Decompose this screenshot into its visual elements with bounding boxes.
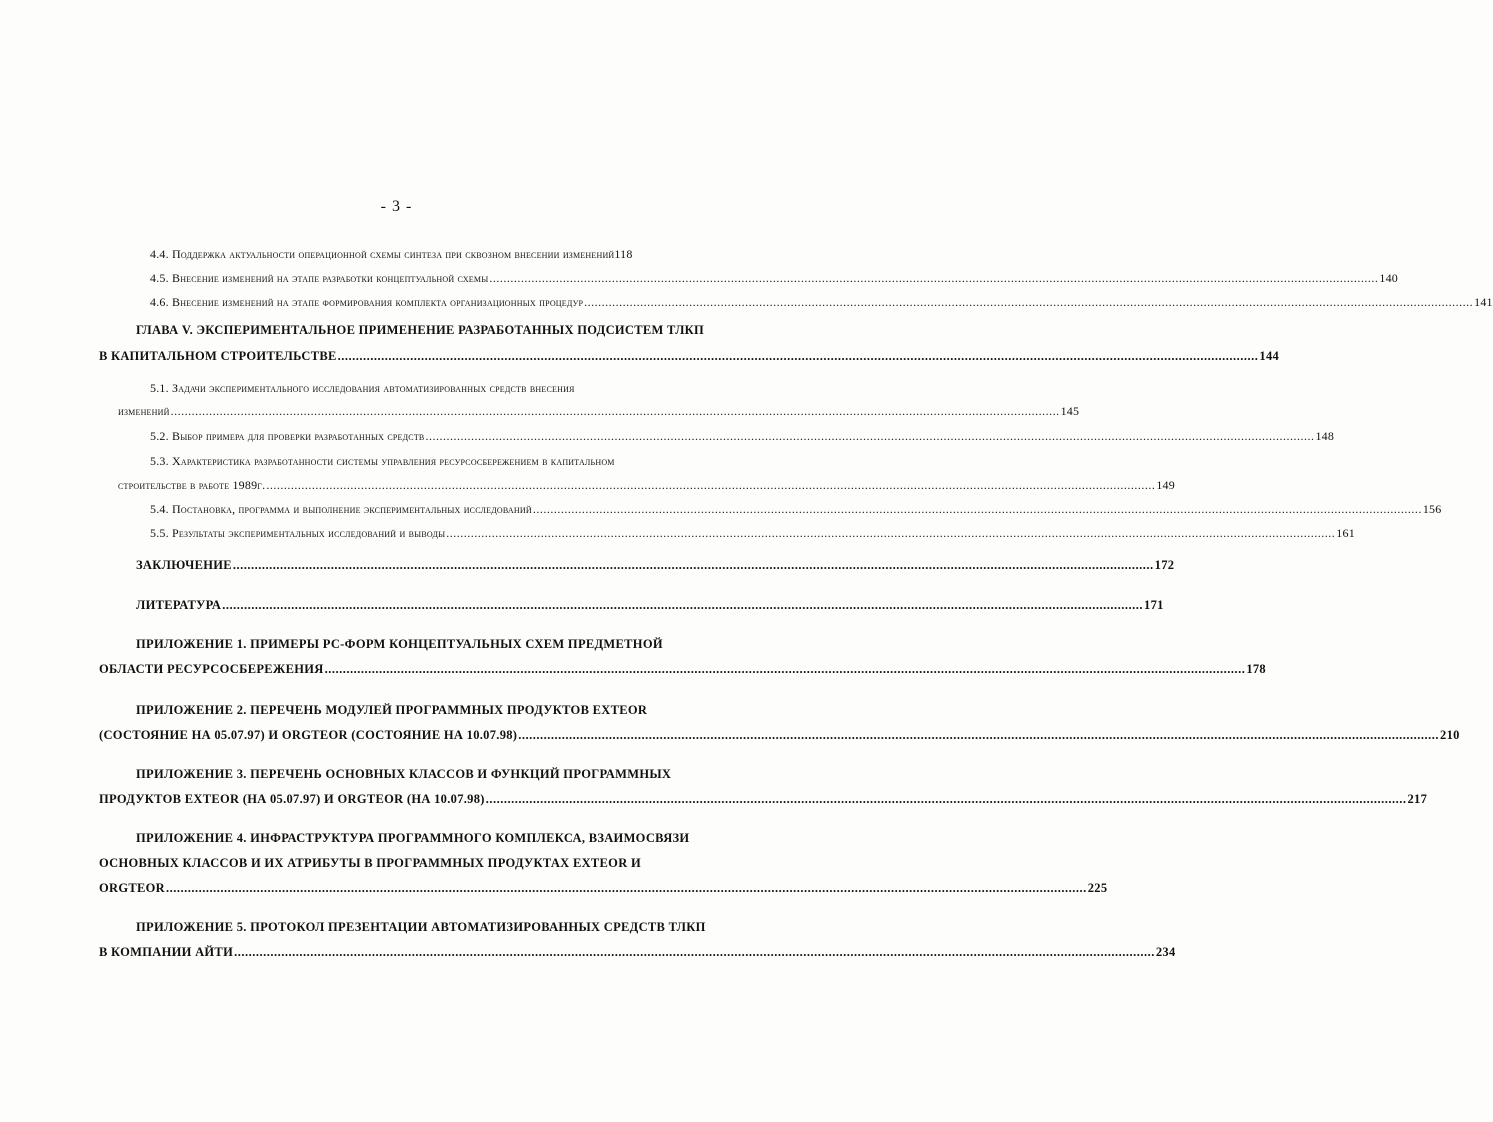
- toc-entry-page: 178: [1246, 662, 1266, 676]
- toc-appendix-4[interactable]: [99, 881, 1108, 896]
- toc-appendix-5-line1: ПРИЛОЖЕНИЕ 5. ПРОТОКОЛ ПРЕЗЕНТАЦИИ АВТОМАТИЗИРОВАННЫХ СРЕДСТВ ТЛКП: [136, 920, 706, 934]
- toc-appendix-4-line1: ПРИЛОЖЕНИЕ 4. ИНФРАСТРУКТУРА ПРОГРАММНОГО КОМПЛЕКСА, ВЗАИМОСВЯЗИ: [136, 831, 690, 845]
- toc-appendix-2[interactable]: [99, 728, 1460, 743]
- toc-entry-4-4[interactable]: [150, 247, 750, 262]
- toc-entry-page: 161: [1336, 526, 1355, 540]
- toc-appendix-5[interactable]: [99, 945, 1176, 960]
- toc-entry-5-2[interactable]: [150, 429, 1335, 444]
- toc-entry-5-3-line1: 5.3. Характеристика разработанности системы управления ресурсосбережением в капитальном: [150, 454, 615, 468]
- toc-entry-page: 144: [1259, 349, 1280, 363]
- toc-entry-page: 172: [1154, 558, 1175, 572]
- toc-entry-5-4[interactable]: [150, 502, 1442, 517]
- dot-leader: [166, 881, 1087, 896]
- dot-leader: [486, 792, 1407, 807]
- toc-conclusion[interactable]: [136, 558, 1175, 573]
- toc-entry-page: 210: [1440, 728, 1460, 742]
- dot-leader: [222, 598, 1143, 613]
- toc-entry-title: ORGTEOR: [99, 881, 165, 895]
- dot-leader: [584, 295, 1473, 310]
- toc-entry-title: изменений: [118, 404, 170, 418]
- toc-entry-4-5[interactable]: [150, 271, 1398, 286]
- toc-entry-5-1-line1: 5.1. Задачи экспериментального исследования автоматизированных средств внесения: [150, 381, 575, 395]
- toc-entry-title: 4.4. Поддержка актуальности операционной схемы синтеза при сквозном внесении изменений: [150, 247, 615, 261]
- toc-entry-5-1[interactable]: [118, 404, 1080, 419]
- toc-entry-page: 171: [1144, 598, 1164, 612]
- toc-entry-page: 225: [1087, 881, 1108, 895]
- toc-entry-page: 149: [1156, 478, 1175, 492]
- toc-appendix-1-line1: ПРИЛОЖЕНИЕ 1. ПРИМЕРЫ РС-ФОРМ КОНЦЕПТУАЛЬНЫХ СХЕМ ПРЕДМЕТНОЙ: [136, 637, 663, 651]
- dot-leader: [425, 429, 1314, 444]
- toc-entry-title: 4.5. Внесение изменений на этапе разработки концептуальной схемы: [150, 271, 489, 285]
- toc-entry-title: 5.2. Выбор примера для проверки разработанных средств: [150, 429, 425, 443]
- dot-leader: [171, 404, 1060, 419]
- toc-appendix-1[interactable]: [99, 662, 1266, 677]
- toc-entry-page: 145: [1060, 404, 1080, 418]
- toc-entry-title: 5.5. Результаты экспериментальных исследований и выводы: [150, 526, 446, 540]
- toc-entry-5-5[interactable]: [150, 526, 1355, 541]
- toc-entry-title: 5.4. Постановка, программа и выполнение экспериментальных исследований: [150, 502, 532, 516]
- toc-entry-title: ПРОДУКТОВ EXTEOR (НА 05.07.97) И ORGTEOR (НА 10.07.98): [99, 792, 485, 806]
- toc-appendix-2-line1: ПРИЛОЖЕНИЕ 2. ПЕРЕЧЕНЬ МОДУЛЕЙ ПРОГРАММНЫХ ПРОДУКТОВ EXTEOR: [136, 703, 648, 717]
- toc-entry-title: ОБЛАСТИ РЕСУРСОСБЕРЕЖЕНИЯ: [99, 662, 324, 676]
- toc-entry-title: строительстве в работе 1989г.: [118, 478, 266, 492]
- dot-leader: [533, 502, 1422, 517]
- toc-entry-title: ЛИТЕРАТУРА: [136, 598, 222, 612]
- toc-entry-5-3[interactable]: [118, 478, 1175, 493]
- toc-chapter-5[interactable]: [99, 349, 1280, 364]
- dot-leader: [518, 728, 1439, 743]
- toc-entry-page: 234: [1155, 945, 1176, 959]
- toc-appendix-3[interactable]: [99, 792, 1428, 807]
- page-number: - 3 -: [380, 198, 413, 215]
- toc-appendix-3-line1: ПРИЛОЖЕНИЕ 3. ПЕРЕЧЕНЬ ОСНОВНЫХ КЛАССОВ И ФУНКЦИЙ ПРОГРАММНЫХ: [136, 767, 672, 781]
- toc-entry-page: 141: [1474, 295, 1493, 309]
- dot-leader: [266, 478, 1155, 493]
- toc-entry-page: 148: [1315, 429, 1335, 443]
- dot-leader: [338, 349, 1259, 364]
- toc-entry-page: 118: [614, 247, 633, 261]
- toc-entry-page: 156: [1422, 502, 1442, 516]
- dot-leader: [446, 526, 1335, 541]
- toc-entry-page: 217: [1407, 792, 1428, 806]
- toc-entry-page: 140: [1379, 271, 1398, 285]
- toc-entry-title: В КАПИТАЛЬНОМ СТРОИТЕЛЬСТВЕ: [99, 349, 337, 363]
- toc-literature[interactable]: [136, 598, 1164, 613]
- toc-entry-title: (СОСТОЯНИЕ НА 05.07.97) И ORGTEOR (СОСТОЯНИЕ НА 10.07.98): [99, 728, 518, 742]
- toc-entry-4-6[interactable]: [150, 295, 1493, 310]
- dot-leader: [489, 271, 1378, 286]
- toc-entry-title: В КОМПАНИИ АЙТИ: [99, 945, 234, 959]
- toc-entry-title: 4.6. Внесение изменений на этапе формирования комплекта организационных процедур: [150, 295, 584, 309]
- dot-leader: [234, 945, 1155, 960]
- toc-appendix-4-line2: ОСНОВНЫХ КЛАССОВ И ИХ АТРИБУТЫ В ПРОГРАММНЫХ ПРОДУКТАХ EXTEOR И: [99, 856, 641, 870]
- toc-entry-title: ЗАКЛЮЧЕНИЕ: [136, 558, 232, 572]
- dot-leader: [233, 558, 1154, 573]
- toc-chapter-5-line1: ГЛАВА V. ЭКСПЕРИМЕНТАЛЬНОЕ ПРИМЕНЕНИЕ РАЗРАБОТАННЫХ ПОДСИСТЕМ ТЛКП: [136, 323, 705, 337]
- dot-leader: [325, 662, 1246, 677]
